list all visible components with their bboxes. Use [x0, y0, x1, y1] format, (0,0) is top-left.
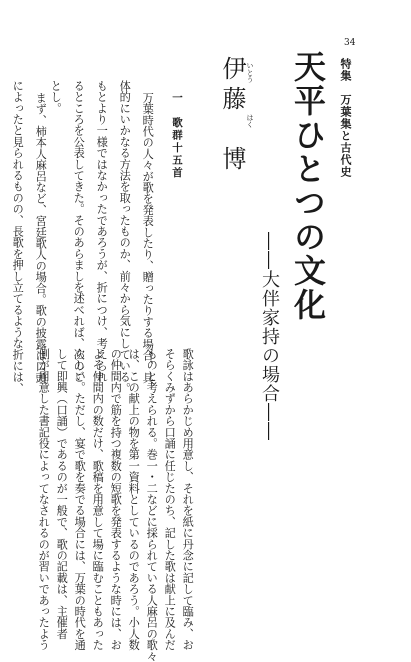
text-column: もとより一様ではなかったであろうが、折につけ、考えられ — [95, 80, 109, 383]
text-column: ものと考えられる。巻一・二などに採られている人麻呂の歌々 — [145, 348, 159, 662]
text-column: るところを公表してきた。そのあらましを述べれば、次のご — [72, 80, 86, 383]
text-column: とし。 — [49, 80, 63, 114]
text-column: らしい。ただし、宴で歌を奏でる場合には、万葉の時代を通 — [73, 348, 87, 651]
text-column: まず、柿本人麻呂など、宮廷歌人の場合。歌の披露は口頭 — [34, 92, 48, 384]
author-ruby-ito: いとう — [246, 62, 254, 83]
text-column: 体的にいかなる方法を取ったものか、前々から気にしている。 — [118, 80, 132, 394]
text-column: して即興（口誦）であるのが一般で、歌の記載は、主催者 — [55, 348, 69, 640]
text-column: よそ仲間内の数だけ、歌稿を用意して場に臨むこともあった — [91, 348, 105, 651]
text-column: によったと見られるものの、長歌を押し立てるような折には、 — [11, 80, 25, 394]
page-number: 34 — [344, 38, 356, 48]
text-column: 側が用意した書記役によってなされるのが習いであったよう — [37, 348, 51, 651]
text-column: 歌詠はあらかじめ用意し、それを紙に丹念に記して臨み、お — [181, 348, 195, 651]
text-column: 万葉時代の人々が歌を発表したり、贈ったりする場合、具 — [141, 92, 155, 384]
article-title: 天平ひとつの文化 — [289, 50, 327, 322]
author-name: 伊藤 博 — [218, 56, 246, 176]
section-heading: 一 歌群十五首 — [171, 92, 183, 180]
feature-header: 特集 万葉集と古代史 — [339, 58, 352, 178]
text-column: の仲間内で筋を持つ複数の短歌を発表するような時には、お — [109, 348, 123, 651]
author-ruby-haku: はく — [246, 114, 254, 128]
text-column: は、この献上の物を第一資料としているのであろう。小人数 — [127, 348, 141, 651]
article-subtitle: ――大伴家持の場合―― — [259, 232, 280, 441]
text-column: そらくみずから口誦に任じたのち、記した歌は献上に及んだ — [163, 348, 177, 651]
